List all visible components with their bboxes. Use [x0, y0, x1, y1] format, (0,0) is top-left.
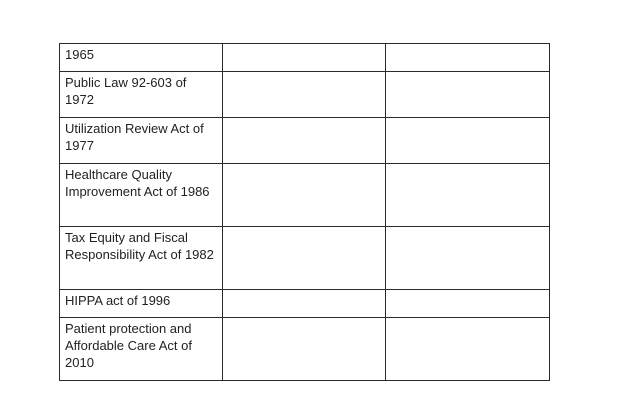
table-row: [60, 72, 550, 118]
law-cell: [60, 118, 223, 164]
table-row: [60, 164, 550, 227]
empty-cell[interactable]: [223, 164, 386, 227]
law-name: 1965: [65, 47, 94, 62]
empty-cell[interactable]: [386, 164, 550, 227]
law-cell: [60, 318, 223, 381]
empty-cell[interactable]: [223, 290, 386, 318]
table-row: [60, 318, 550, 381]
law-name: Public Law 92-603 of 1972: [65, 75, 187, 107]
empty-cell[interactable]: [386, 318, 550, 381]
law-cell: [60, 44, 223, 72]
law-name: HIPPA act of 1996: [65, 293, 171, 308]
empty-cell[interactable]: [223, 118, 386, 164]
legislation-table: [59, 43, 550, 381]
law-cell: [60, 290, 223, 318]
law-name: Healthcare Quality Improvement Act of 1986: [65, 167, 210, 199]
empty-cell[interactable]: [223, 318, 386, 381]
law-cell: [60, 72, 223, 118]
empty-cell[interactable]: [386, 290, 550, 318]
empty-cell[interactable]: [386, 118, 550, 164]
law-cell: [60, 164, 223, 227]
empty-cell[interactable]: [386, 227, 550, 290]
empty-cell[interactable]: [386, 72, 550, 118]
table-row: [60, 118, 550, 164]
empty-cell[interactable]: [223, 227, 386, 290]
law-name: Patient protection and Affordable Care Act of 2010: [65, 321, 192, 370]
law-name: Utilization Review Act of 1977: [65, 121, 204, 153]
table-row: [60, 227, 550, 290]
law-name: Tax Equity and Fiscal Responsibility Act of 1982: [65, 230, 214, 262]
law-cell: [60, 227, 223, 290]
empty-cell[interactable]: [223, 72, 386, 118]
empty-cell[interactable]: [223, 44, 386, 72]
empty-cell[interactable]: [386, 44, 550, 72]
table-row: [60, 290, 550, 318]
table-row: [60, 44, 550, 72]
